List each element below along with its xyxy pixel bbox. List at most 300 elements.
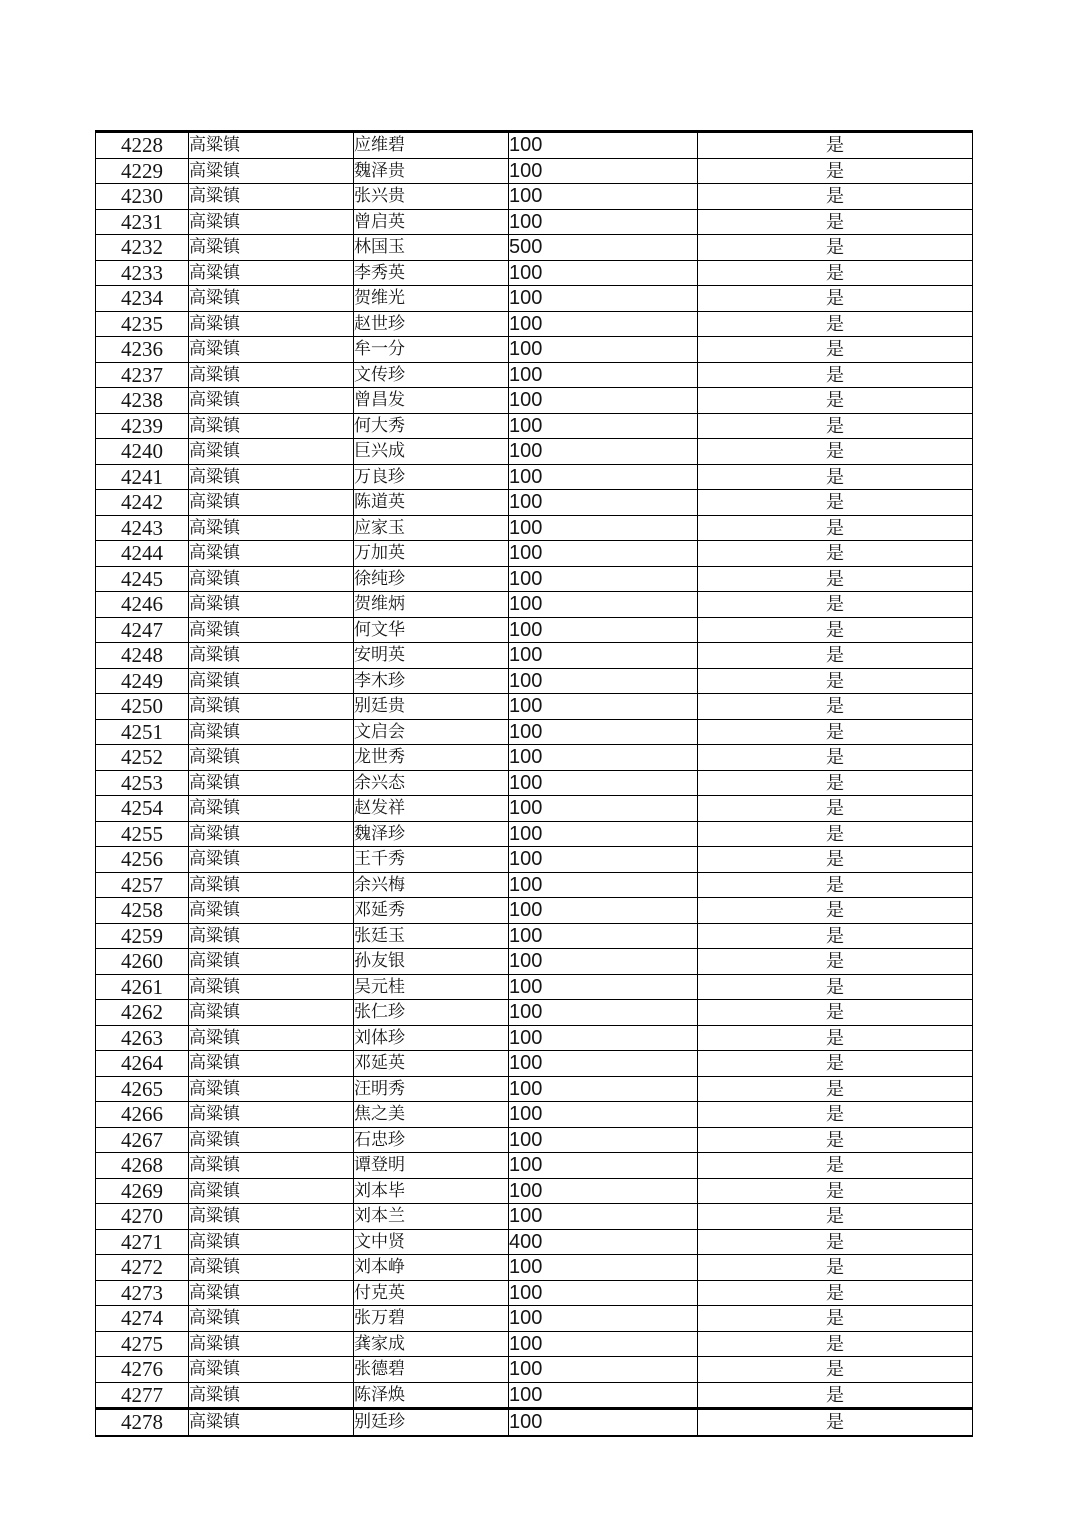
table-row — [96, 388, 973, 414]
cell-town: 高粱镇 — [189, 1382, 354, 1409]
table-row — [96, 1409, 973, 1436]
cell-confirm: 是 — [698, 388, 973, 414]
cell-name: 龚家成 — [354, 1331, 509, 1357]
cell-name: 汪明秀 — [354, 1076, 509, 1102]
cell-confirm: 是 — [698, 1153, 973, 1179]
cell-seq: 4256 — [96, 847, 189, 873]
cell-seq: 4251 — [96, 719, 189, 745]
cell-name: 刘本兰 — [354, 1204, 509, 1230]
cell-town: 高粱镇 — [189, 490, 354, 516]
cell-confirm: 是 — [698, 158, 973, 184]
cell-seq: 4236 — [96, 337, 189, 363]
cell-seq: 4235 — [96, 311, 189, 337]
cell-name: 焦之美 — [354, 1102, 509, 1128]
cell-confirm: 是 — [698, 311, 973, 337]
cell-amount: 100 — [509, 1306, 698, 1332]
cell-amount: 100 — [509, 1051, 698, 1077]
table-row — [96, 1076, 973, 1102]
cell-amount: 100 — [509, 184, 698, 210]
cell-town: 高粱镇 — [189, 1409, 354, 1436]
cell-confirm: 是 — [698, 872, 973, 898]
cell-name: 别廷珍 — [354, 1409, 509, 1436]
cell-seq: 4249 — [96, 668, 189, 694]
cell-town: 高粱镇 — [189, 1076, 354, 1102]
cell-confirm: 是 — [698, 770, 973, 796]
cell-name: 刘体珍 — [354, 1025, 509, 1051]
beneficiary-table — [95, 130, 973, 1437]
cell-name: 邓延英 — [354, 1051, 509, 1077]
cell-amount: 100 — [509, 1102, 698, 1128]
cell-name: 魏泽珍 — [354, 821, 509, 847]
cell-name: 别廷贵 — [354, 694, 509, 720]
cell-seq: 4233 — [96, 260, 189, 286]
cell-town: 高粱镇 — [189, 872, 354, 898]
cell-confirm: 是 — [698, 1255, 973, 1281]
cell-amount: 100 — [509, 1204, 698, 1230]
cell-seq: 4254 — [96, 796, 189, 822]
cell-confirm: 是 — [698, 1409, 973, 1436]
cell-confirm: 是 — [698, 464, 973, 490]
cell-town: 高粱镇 — [189, 515, 354, 541]
cell-seq: 4230 — [96, 184, 189, 210]
cell-town: 高粱镇 — [189, 796, 354, 822]
table-row — [96, 1280, 973, 1306]
table-row — [96, 541, 973, 567]
cell-name: 文中贤 — [354, 1229, 509, 1255]
cell-town: 高粱镇 — [189, 668, 354, 694]
cell-name: 张廷玉 — [354, 923, 509, 949]
cell-name: 刘本峥 — [354, 1255, 509, 1281]
cell-seq: 4244 — [96, 541, 189, 567]
table-row — [96, 1255, 973, 1281]
cell-town: 高粱镇 — [189, 949, 354, 975]
cell-amount: 100 — [509, 286, 698, 312]
cell-town: 高粱镇 — [189, 847, 354, 873]
cell-confirm: 是 — [698, 490, 973, 516]
cell-confirm: 是 — [698, 643, 973, 669]
cell-town: 高粱镇 — [189, 311, 354, 337]
cell-seq: 4259 — [96, 923, 189, 949]
cell-seq: 4278 — [96, 1409, 189, 1436]
cell-town: 高粱镇 — [189, 592, 354, 618]
table-row — [96, 1153, 973, 1179]
cell-name: 孙友银 — [354, 949, 509, 975]
cell-confirm: 是 — [698, 1204, 973, 1230]
cell-confirm: 是 — [698, 541, 973, 567]
cell-amount: 100 — [509, 1409, 698, 1436]
cell-seq: 4234 — [96, 286, 189, 312]
cell-name: 余兴态 — [354, 770, 509, 796]
cell-seq: 4229 — [96, 158, 189, 184]
cell-amount: 100 — [509, 1000, 698, 1026]
cell-amount: 100 — [509, 1127, 698, 1153]
cell-town: 高粱镇 — [189, 617, 354, 643]
cell-name: 魏泽贵 — [354, 158, 509, 184]
cell-amount: 100 — [509, 490, 698, 516]
cell-name: 李秀英 — [354, 260, 509, 286]
cell-seq: 4240 — [96, 439, 189, 465]
cell-confirm: 是 — [698, 898, 973, 924]
cell-amount: 100 — [509, 566, 698, 592]
cell-amount: 100 — [509, 311, 698, 337]
table-row — [96, 923, 973, 949]
table-row — [96, 617, 973, 643]
cell-confirm: 是 — [698, 974, 973, 1000]
cell-name: 文启会 — [354, 719, 509, 745]
cell-town: 高粱镇 — [189, 1178, 354, 1204]
cell-amount: 100 — [509, 1076, 698, 1102]
table-row — [96, 1025, 973, 1051]
cell-confirm: 是 — [698, 413, 973, 439]
table-row — [96, 796, 973, 822]
cell-amount: 100 — [509, 1331, 698, 1357]
cell-town: 高粱镇 — [189, 1204, 354, 1230]
table-row — [96, 132, 973, 159]
cell-amount: 100 — [509, 132, 698, 159]
cell-town: 高粱镇 — [189, 1025, 354, 1051]
cell-name: 曾昌发 — [354, 388, 509, 414]
table-row — [96, 1382, 973, 1409]
cell-confirm: 是 — [698, 719, 973, 745]
cell-name: 刘本毕 — [354, 1178, 509, 1204]
table-row — [96, 209, 973, 235]
cell-name: 林国玉 — [354, 235, 509, 261]
table-row — [96, 184, 973, 210]
cell-town: 高粱镇 — [189, 1051, 354, 1077]
cell-seq: 4245 — [96, 566, 189, 592]
cell-seq: 4261 — [96, 974, 189, 1000]
cell-seq: 4255 — [96, 821, 189, 847]
cell-seq: 4250 — [96, 694, 189, 720]
table-row — [96, 260, 973, 286]
cell-town: 高粱镇 — [189, 132, 354, 159]
cell-name: 张万碧 — [354, 1306, 509, 1332]
cell-confirm: 是 — [698, 235, 973, 261]
cell-name: 万良珍 — [354, 464, 509, 490]
cell-amount: 100 — [509, 923, 698, 949]
cell-confirm: 是 — [698, 1000, 973, 1026]
table-row — [96, 337, 973, 363]
cell-town: 高粱镇 — [189, 694, 354, 720]
cell-amount: 100 — [509, 1280, 698, 1306]
cell-amount: 100 — [509, 592, 698, 618]
cell-seq: 4277 — [96, 1382, 189, 1409]
table-row — [96, 719, 973, 745]
table-row — [96, 1357, 973, 1383]
cell-name: 石忠珍 — [354, 1127, 509, 1153]
cell-name: 巨兴成 — [354, 439, 509, 465]
table-row — [96, 566, 973, 592]
cell-seq: 4247 — [96, 617, 189, 643]
table-row — [96, 464, 973, 490]
cell-town: 高粱镇 — [189, 184, 354, 210]
cell-amount: 100 — [509, 388, 698, 414]
cell-town: 高粱镇 — [189, 413, 354, 439]
table-row — [96, 847, 973, 873]
cell-seq: 4238 — [96, 388, 189, 414]
cell-town: 高粱镇 — [189, 1229, 354, 1255]
cell-seq: 4276 — [96, 1357, 189, 1383]
cell-seq: 4252 — [96, 745, 189, 771]
cell-seq: 4274 — [96, 1306, 189, 1332]
cell-name: 徐纯珍 — [354, 566, 509, 592]
cell-confirm: 是 — [698, 260, 973, 286]
table-row — [96, 1204, 973, 1230]
cell-town: 高粱镇 — [189, 1102, 354, 1128]
cell-confirm: 是 — [698, 949, 973, 975]
cell-seq: 4269 — [96, 1178, 189, 1204]
cell-amount: 100 — [509, 1153, 698, 1179]
table-row — [96, 235, 973, 261]
table-row — [96, 362, 973, 388]
cell-confirm: 是 — [698, 923, 973, 949]
cell-town: 高粱镇 — [189, 974, 354, 1000]
cell-seq: 4275 — [96, 1331, 189, 1357]
cell-confirm: 是 — [698, 796, 973, 822]
cell-amount: 100 — [509, 464, 698, 490]
cell-name: 安明英 — [354, 643, 509, 669]
cell-town: 高粱镇 — [189, 821, 354, 847]
cell-amount: 100 — [509, 1357, 698, 1383]
cell-town: 高粱镇 — [189, 337, 354, 363]
cell-confirm: 是 — [698, 745, 973, 771]
cell-town: 高粱镇 — [189, 464, 354, 490]
cell-town: 高粱镇 — [189, 1306, 354, 1332]
cell-amount: 100 — [509, 821, 698, 847]
cell-seq: 4264 — [96, 1051, 189, 1077]
cell-name: 余兴梅 — [354, 872, 509, 898]
table-row — [96, 949, 973, 975]
cell-name: 付克英 — [354, 1280, 509, 1306]
cell-confirm: 是 — [698, 286, 973, 312]
cell-town: 高粱镇 — [189, 719, 354, 745]
cell-amount: 100 — [509, 337, 698, 363]
cell-seq: 4273 — [96, 1280, 189, 1306]
cell-town: 高粱镇 — [189, 1127, 354, 1153]
cell-confirm: 是 — [698, 847, 973, 873]
cell-seq: 4239 — [96, 413, 189, 439]
cell-town: 高粱镇 — [189, 260, 354, 286]
cell-town: 高粱镇 — [189, 566, 354, 592]
cell-seq: 4237 — [96, 362, 189, 388]
cell-town: 高粱镇 — [189, 1153, 354, 1179]
cell-seq: 4258 — [96, 898, 189, 924]
cell-seq: 4248 — [96, 643, 189, 669]
cell-town: 高粱镇 — [189, 1357, 354, 1383]
table-row — [96, 668, 973, 694]
cell-confirm: 是 — [698, 1051, 973, 1077]
cell-amount: 100 — [509, 1382, 698, 1409]
table-row — [96, 872, 973, 898]
cell-name: 何大秀 — [354, 413, 509, 439]
cell-amount: 100 — [509, 719, 698, 745]
cell-confirm: 是 — [698, 1178, 973, 1204]
cell-seq: 4265 — [96, 1076, 189, 1102]
cell-name: 万加英 — [354, 541, 509, 567]
cell-confirm: 是 — [698, 362, 973, 388]
table-row — [96, 821, 973, 847]
cell-seq: 4268 — [96, 1153, 189, 1179]
cell-name: 应维碧 — [354, 132, 509, 159]
cell-amount: 100 — [509, 694, 698, 720]
cell-amount: 100 — [509, 847, 698, 873]
cell-amount: 100 — [509, 1025, 698, 1051]
table-row — [96, 770, 973, 796]
table-row — [96, 1178, 973, 1204]
cell-seq: 4272 — [96, 1255, 189, 1281]
cell-amount: 100 — [509, 413, 698, 439]
cell-amount: 100 — [509, 515, 698, 541]
cell-town: 高粱镇 — [189, 898, 354, 924]
cell-name: 贺维光 — [354, 286, 509, 312]
cell-amount: 100 — [509, 974, 698, 1000]
cell-amount: 100 — [509, 209, 698, 235]
cell-town: 高粱镇 — [189, 541, 354, 567]
cell-town: 高粱镇 — [189, 770, 354, 796]
cell-confirm: 是 — [698, 1229, 973, 1255]
cell-name: 王千秀 — [354, 847, 509, 873]
cell-seq: 4243 — [96, 515, 189, 541]
cell-amount: 100 — [509, 541, 698, 567]
cell-seq: 4262 — [96, 1000, 189, 1026]
cell-seq: 4266 — [96, 1102, 189, 1128]
cell-confirm: 是 — [698, 1280, 973, 1306]
cell-confirm: 是 — [698, 1306, 973, 1332]
table-row — [96, 643, 973, 669]
cell-name: 张兴贵 — [354, 184, 509, 210]
cell-name: 吴元桂 — [354, 974, 509, 1000]
cell-town: 高粱镇 — [189, 209, 354, 235]
cell-amount: 100 — [509, 745, 698, 771]
cell-town: 高粱镇 — [189, 158, 354, 184]
cell-confirm: 是 — [698, 1025, 973, 1051]
cell-town: 高粱镇 — [189, 643, 354, 669]
cell-town: 高粱镇 — [189, 235, 354, 261]
cell-seq: 4232 — [96, 235, 189, 261]
cell-confirm: 是 — [698, 1382, 973, 1409]
table-row — [96, 1229, 973, 1255]
cell-confirm: 是 — [698, 1102, 973, 1128]
table-row — [96, 158, 973, 184]
cell-amount: 100 — [509, 898, 698, 924]
cell-town: 高粱镇 — [189, 1280, 354, 1306]
table-row — [96, 1051, 973, 1077]
table-row — [96, 490, 973, 516]
table-body — [96, 132, 973, 1436]
cell-confirm: 是 — [698, 1127, 973, 1153]
cell-seq: 4242 — [96, 490, 189, 516]
cell-seq: 4267 — [96, 1127, 189, 1153]
cell-town: 高粱镇 — [189, 439, 354, 465]
cell-seq: 4246 — [96, 592, 189, 618]
table-row — [96, 1331, 973, 1357]
cell-town: 高粱镇 — [189, 745, 354, 771]
cell-name: 牟一分 — [354, 337, 509, 363]
cell-name: 赵世珍 — [354, 311, 509, 337]
cell-amount: 500 — [509, 235, 698, 261]
cell-name: 李木珍 — [354, 668, 509, 694]
cell-seq: 4271 — [96, 1229, 189, 1255]
cell-town: 高粱镇 — [189, 1255, 354, 1281]
table-row — [96, 413, 973, 439]
table-row — [96, 1000, 973, 1026]
cell-confirm: 是 — [698, 668, 973, 694]
cell-confirm: 是 — [698, 821, 973, 847]
cell-amount: 100 — [509, 158, 698, 184]
cell-town: 高粱镇 — [189, 286, 354, 312]
table-row — [96, 1102, 973, 1128]
table-row — [96, 439, 973, 465]
table-row — [96, 592, 973, 618]
cell-amount: 100 — [509, 796, 698, 822]
cell-confirm: 是 — [698, 209, 973, 235]
cell-seq: 4228 — [96, 132, 189, 159]
cell-seq: 4270 — [96, 1204, 189, 1230]
cell-amount: 100 — [509, 643, 698, 669]
cell-seq: 4263 — [96, 1025, 189, 1051]
cell-seq: 4260 — [96, 949, 189, 975]
cell-name: 张德碧 — [354, 1357, 509, 1383]
table-row — [96, 898, 973, 924]
table-row — [96, 515, 973, 541]
cell-amount: 100 — [509, 260, 698, 286]
cell-confirm: 是 — [698, 617, 973, 643]
cell-amount: 100 — [509, 1178, 698, 1204]
cell-name: 邓延秀 — [354, 898, 509, 924]
cell-confirm: 是 — [698, 1076, 973, 1102]
cell-town: 高粱镇 — [189, 1000, 354, 1026]
cell-name: 文传珍 — [354, 362, 509, 388]
cell-confirm: 是 — [698, 1357, 973, 1383]
cell-amount: 100 — [509, 668, 698, 694]
cell-confirm: 是 — [698, 694, 973, 720]
cell-confirm: 是 — [698, 592, 973, 618]
cell-name: 应家玉 — [354, 515, 509, 541]
cell-name: 何文华 — [354, 617, 509, 643]
cell-confirm: 是 — [698, 132, 973, 159]
cell-amount: 100 — [509, 617, 698, 643]
table-row — [96, 286, 973, 312]
cell-name: 陈道英 — [354, 490, 509, 516]
cell-amount: 100 — [509, 949, 698, 975]
cell-confirm: 是 — [698, 1331, 973, 1357]
cell-name: 龙世秀 — [354, 745, 509, 771]
table-row — [96, 694, 973, 720]
cell-confirm: 是 — [698, 515, 973, 541]
table-row — [96, 974, 973, 1000]
table-row — [96, 311, 973, 337]
table-row — [96, 1306, 973, 1332]
cell-town: 高粱镇 — [189, 923, 354, 949]
table-row — [96, 745, 973, 771]
cell-name: 陈泽焕 — [354, 1382, 509, 1409]
cell-name: 张仁珍 — [354, 1000, 509, 1026]
cell-confirm: 是 — [698, 337, 973, 363]
cell-amount: 400 — [509, 1229, 698, 1255]
cell-name: 谭登明 — [354, 1153, 509, 1179]
cell-name: 赵发祥 — [354, 796, 509, 822]
cell-confirm: 是 — [698, 566, 973, 592]
cell-seq: 4231 — [96, 209, 189, 235]
cell-town: 高粱镇 — [189, 388, 354, 414]
cell-seq: 4241 — [96, 464, 189, 490]
cell-amount: 100 — [509, 1255, 698, 1281]
cell-seq: 4253 — [96, 770, 189, 796]
cell-amount: 100 — [509, 439, 698, 465]
cell-seq: 4257 — [96, 872, 189, 898]
cell-amount: 100 — [509, 362, 698, 388]
cell-amount: 100 — [509, 770, 698, 796]
